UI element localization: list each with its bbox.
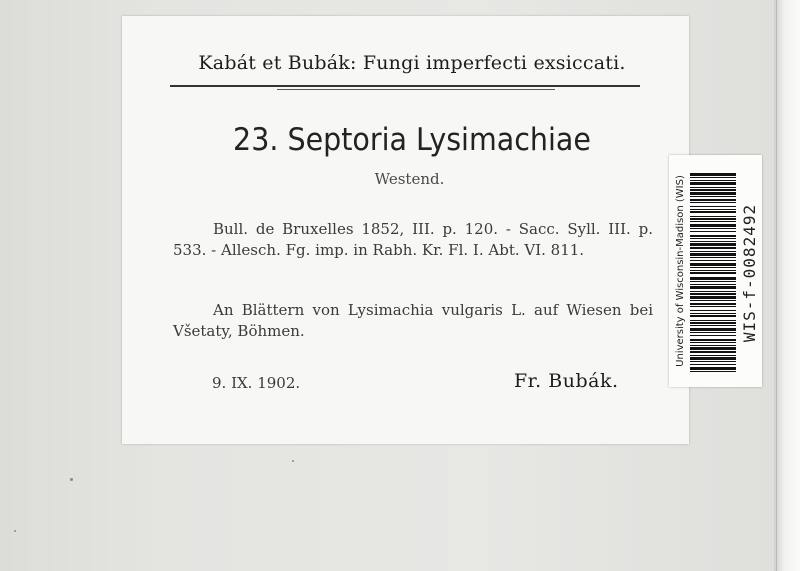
header-rule — [170, 85, 640, 87]
specimen-label — [122, 16, 689, 444]
sheet-edge — [774, 0, 800, 571]
species-title: 23. Septoria Lysimachiae — [233, 122, 591, 158]
citation-text — [173, 219, 653, 261]
institution-text: University of Wisconsin-Madison (WIS) — [675, 175, 686, 367]
habitat-text — [173, 300, 653, 342]
header-rule-short — [277, 89, 555, 90]
citation-body: Bull. de Bruxelles 1852, III. p. 120. - Sacc. Syll. III. p. 533. - Allesch. Fg. imp. in Rabh. Kr. Fl. I. Abt. VI. 811. — [173, 220, 653, 259]
paper-speck — [14, 530, 16, 532]
collector-name: Fr. Bubák. — [514, 370, 619, 392]
barcode-number: WIS-f-0082492 — [740, 203, 759, 343]
series-header: Kabát et Bubák: Fungi imperfecti exsiccati. — [198, 52, 626, 74]
paper-speck — [70, 478, 73, 481]
habitat-body: An Blättern von Lysimachia vulgaris L. auf Wiesen bei Všetaty, Böhmen. — [173, 301, 653, 340]
paper-speck — [292, 460, 294, 462]
barcode-card — [669, 155, 762, 387]
sheet-edge-line — [776, 0, 777, 571]
barcode-icon — [690, 173, 736, 373]
species-author: Westend. — [374, 170, 445, 188]
collection-date: 9. IX. 1902. — [212, 374, 301, 392]
